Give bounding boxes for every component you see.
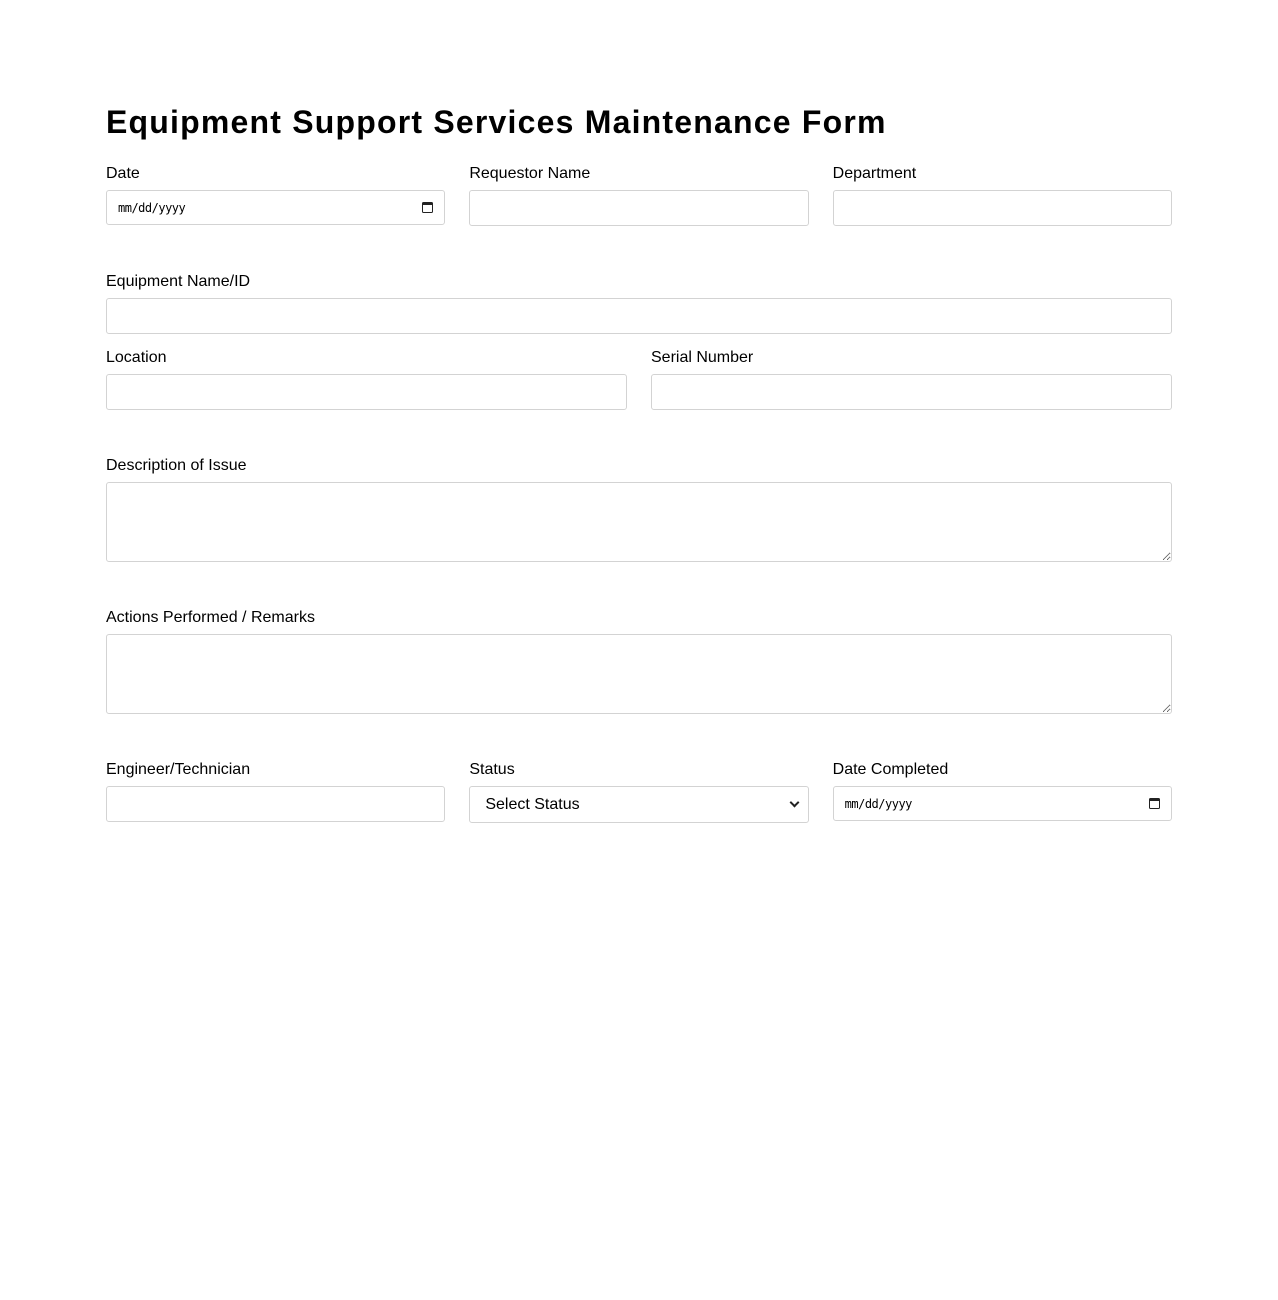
field-requestor-name: [469, 165, 808, 226]
row-actions: [106, 609, 1172, 714]
actions-performed-textarea[interactable]: [106, 634, 1172, 714]
field-status: [469, 761, 808, 823]
location-input[interactable]: [106, 374, 627, 410]
location-label: Location: [106, 349, 167, 366]
field-engineer-technician: [106, 761, 445, 823]
field-location: [106, 349, 627, 410]
field-actions-performed: [106, 609, 1172, 714]
department-label: Department: [832, 165, 917, 182]
row-equipment: [106, 273, 1172, 334]
serial-number-label: Serial Number: [651, 349, 754, 366]
date-label: Date: [106, 165, 140, 182]
actions-performed-label: Actions Performed / Remarks: [106, 609, 315, 626]
field-equipment-name-id: [106, 273, 1172, 334]
engineer-technician-input[interactable]: [106, 786, 445, 822]
calendar-icon[interactable]: [422, 202, 433, 213]
status-selected-value: Select Status: [485, 795, 580, 813]
page-title: Equipment Support Services Maintenance Form: [106, 104, 887, 140]
equipment-name-id-input[interactable]: [106, 298, 1172, 334]
date-completed-input[interactable]: [833, 786, 1172, 821]
department-input[interactable]: [833, 190, 1172, 226]
requestor-name-input[interactable]: [469, 190, 808, 226]
description-of-issue-label: Description of Issue: [106, 457, 247, 474]
status-select[interactable]: [469, 786, 808, 823]
field-department: [833, 165, 1172, 226]
equipment-name-id-label: Equipment Name/ID: [106, 273, 251, 290]
row-location-serial: [106, 349, 1172, 410]
field-serial-number: [651, 349, 1172, 410]
status-label: Status: [469, 761, 515, 778]
calendar-icon[interactable]: [1149, 798, 1160, 809]
row-description: [106, 457, 1172, 562]
row-engineer-status-completed: [106, 761, 1172, 823]
field-date: [106, 165, 445, 226]
requestor-name-label: Requestor Name: [469, 165, 591, 182]
serial-number-input[interactable]: [651, 374, 1172, 410]
field-date-completed: [833, 761, 1172, 823]
field-description-of-issue: [106, 457, 1172, 562]
row-date-requestor-department: [106, 165, 1172, 226]
description-of-issue-textarea[interactable]: [106, 482, 1172, 562]
date-completed-label: Date Completed: [832, 761, 949, 778]
date-completed-placeholder: mm/dd/yyyy: [844, 796, 912, 811]
date-input[interactable]: [106, 190, 445, 225]
date-placeholder: mm/dd/yyyy: [118, 200, 186, 215]
chevron-down-icon: [789, 798, 799, 808]
engineer-technician-label: Engineer/Technician: [106, 761, 251, 778]
